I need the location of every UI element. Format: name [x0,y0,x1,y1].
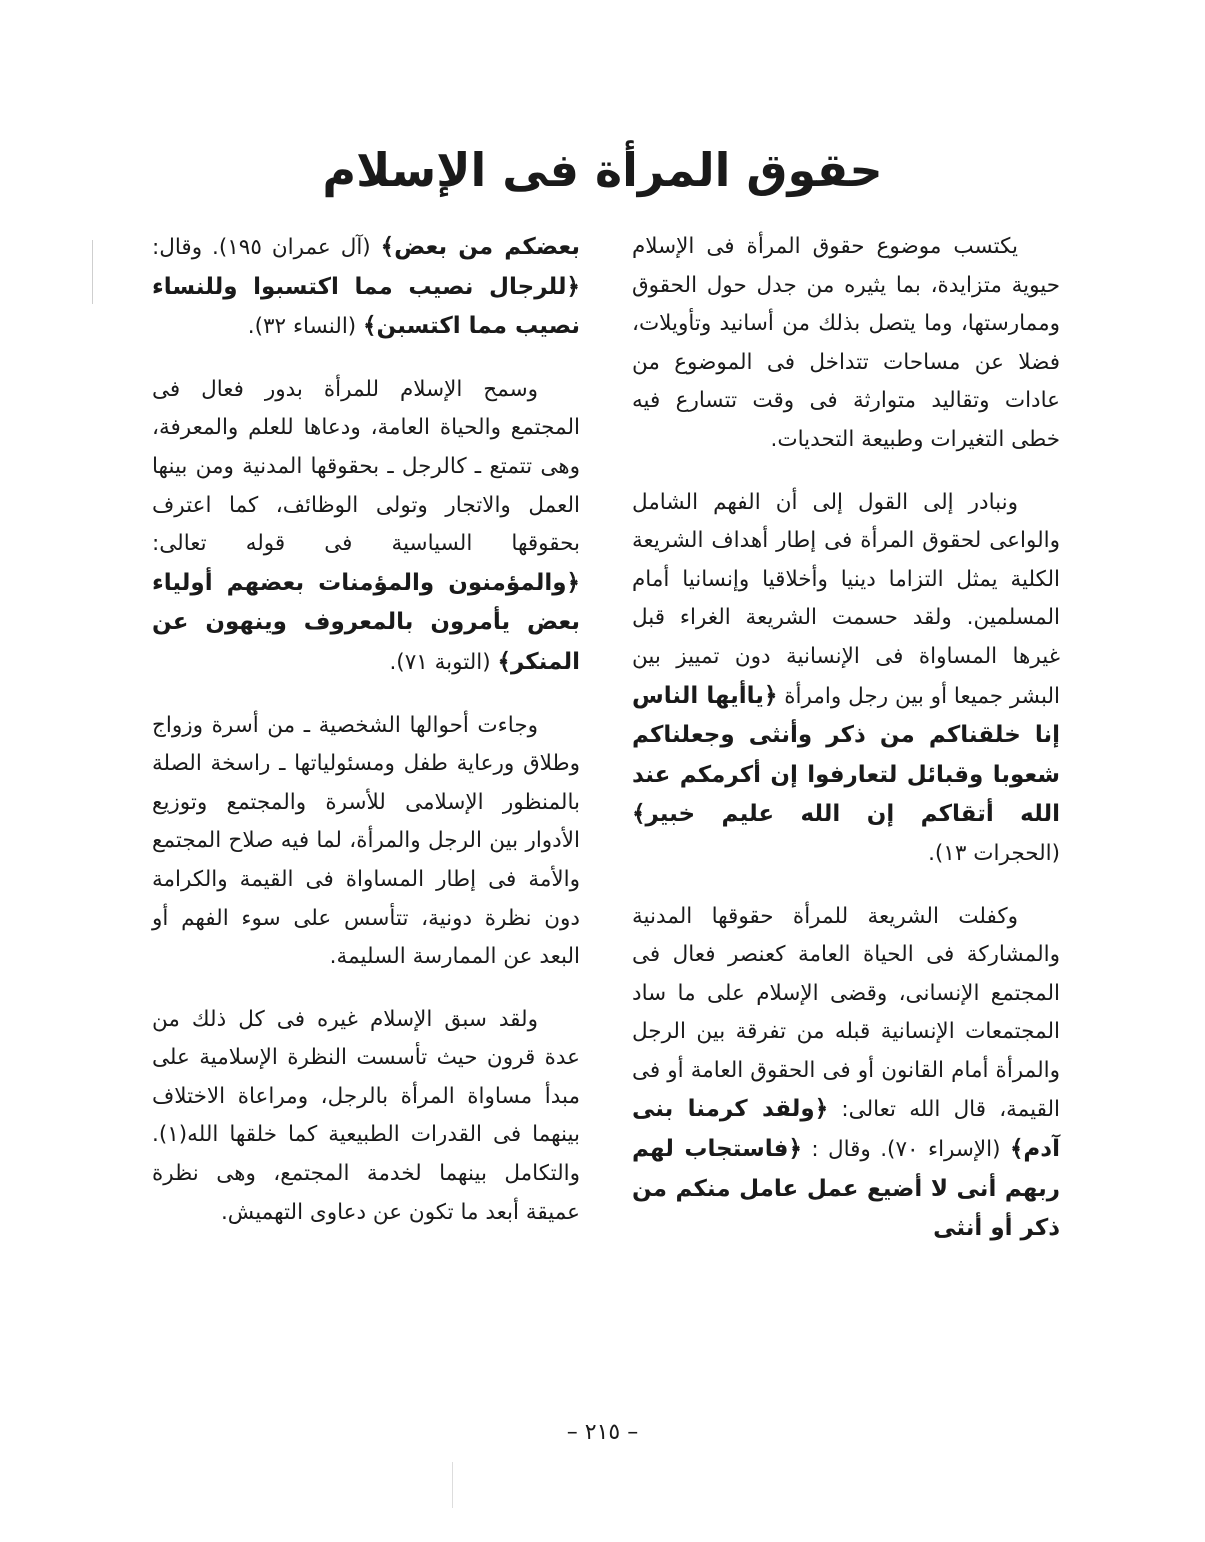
quran-verse: ﴿والمؤمنون والمؤمنات بعضهم أولياء بعض يأمرون بالمعروف وينهون عن المنكر﴾ [152,569,580,675]
paragraph-text: (الإسراء ٧٠). وقال : [801,1137,1010,1163]
quran-verse: ﴿للرجال نصيب مما اكتسبوا وللنساء نصيب مما اكتسبن﴾ [152,273,580,340]
paragraph [632,484,1060,874]
quran-verse: ﴿ولقد كرمنا بنى آدم﴾ [632,1096,1060,1163]
paragraph [152,228,580,347]
scan-artifact-line [452,1462,453,1508]
paragraph-text: (الحجرات ١٣). [928,840,1060,866]
paragraph [632,228,1060,460]
paragraph-text: ولقد سبق الإسلام غيره فى كل ذلك من عدة قرون حيث تأسست النظرة الإسلامية على مبدأ مساواة المرأة بالرجل، ومراعاة الاختلاف بينهما فى القدرات الطبيعية كما خلقها الله(١). والتكامل بينهما لخدمة المجتمع، وهى نظرة عميقة أبعد ما تكون عن دعاوى التهميش. [152,1006,580,1225]
paragraph-text: (التوبة ٧١). [389,649,498,675]
paragraph-text: (آل عمران ١٩٥). وقال: [152,235,381,260]
quran-verse: ﴿فاستجاب لهم ربهم أنى لا أضيع عمل عامل منكم من ذكر أو أنثى [632,1136,1060,1242]
paragraph [632,898,1060,1249]
right-text-column [632,228,1060,1273]
paragraph-text: يكتسب موضوع حقوق المرأة فى الإسلام حيوية متزايدة، بما يثيره من جدل حول الحقوق وممارستها، وما يتصل بذلك من أسانيد وتأويلات، فضلا عن مساحات تتداخل فى الموضوع من عادات وتقاليد متوارثة فى وقت تتسارع فيه خطى التغيرات وطبيعة التحديات. [632,234,1060,452]
paragraph [152,1001,580,1233]
quran-verse: ﴿ياأيها الناس إنا خلقناكم من ذكر وأنثى وجعلناكم شعوبا وقبائل لتعارفوا إن أكرمكم عند الله أتقاكم إن الله عليم خبير﴾ [632,682,1060,828]
paragraph [152,707,580,977]
quran-verse: بعضكم من بعض﴾ [380,234,580,260]
page-number: – ٢١٥ – [566,1420,639,1445]
paragraph-text: وجاءت أحوالها الشخصية ـ من أسرة وزواج وطلاق ورعاية طفل ومسئولياتها ـ راسخة الصلة بالمنظور الإسلامى للأسرة والمجتمع وتوزيع الأدوار بين الرجل والمرأة، لما فيه صلاح المجتمع والأمة فى إطار المساواة فى القيمة والكرامة دون نظرة دونية، تتأسس على سوء الفهم أو البعد عن الممارسة السليمة. [152,712,580,970]
paragraph [152,371,580,683]
paragraph-text: ونبادر إلى القول إلى أن الفهم الشامل والواعى لحقوق المرأة فى إطار أهداف الشريعة الكلية يمثل التزاما دينيا وأخلاقيا وإنسانيا أمام المسلمين. ولقد حسمت الشريعة الغراء قبل غيرها المساواة فى الإنسانية دون تمييز بين البشر جميعا أو بين رجل وامرأة [632,489,1060,709]
scan-artifact-line [92,240,93,304]
paragraph-text: وسمح الإسلام للمرأة بدور فعال فى المجتمع والحياة العامة، ودعاها للعلم والمعرفة، وهى تتمتع ـ كالرجل ـ بحقوقها المدنية ومن بينها العمل والاتجار وتولى الوظائف، كما اعترف بحقوقها السياسية فى قوله تعالى: [152,376,580,557]
page-title: حقوق المرأة فى الإسلام [322,143,883,197]
paragraph-text: (النساء ٣٢). [247,314,364,340]
paragraph-text: وكفلت الشريعة للمرأة حقوقها المدنية والمشاركة فى الحياة العامة كعنصر فعال فى المجتمع الإنسانى، وقضى الإسلام على ما ساد المجتمعات الإنسانية قبله من تفرقة بين الرجل والمرأة أمام القانون أو فى الحقوق العامة أو فى القيمة، قال الله تعالى: [632,903,1060,1123]
left-text-column [152,228,580,1256]
